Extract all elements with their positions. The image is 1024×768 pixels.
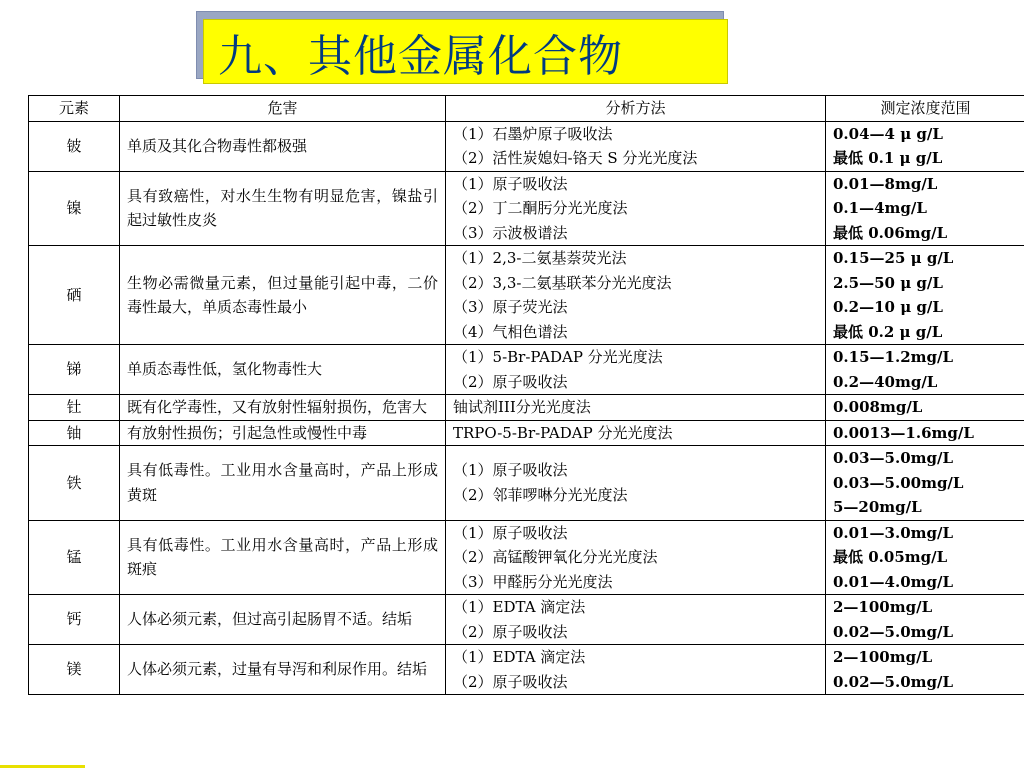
table-row xyxy=(29,121,1024,171)
header-hazard: 危害 xyxy=(120,96,446,122)
range-line: 0.01—4.0mg/L xyxy=(833,572,954,591)
range-cell xyxy=(826,345,1024,395)
method-line: （1）EDTA 滴定法 xyxy=(453,648,586,666)
hazard-cell: 既有化学毒性，又有放射性辐射损伤，危害大 xyxy=(120,395,446,421)
method-line: （2）活性炭媳妇-铬天 S 分光光度法 xyxy=(453,149,698,167)
table-row xyxy=(29,246,1024,345)
metal-compounds-table xyxy=(28,95,1024,695)
element-cell: 镍 xyxy=(29,171,120,246)
range-line: 5—20mg/L xyxy=(833,498,922,516)
method-line: （2）3,3-二氨基联苯分光光度法 xyxy=(453,273,672,292)
range-cell xyxy=(826,520,1024,595)
range-cell xyxy=(826,645,1024,695)
hazard-cell: 生物必需微量元素，但过量能引起中毒，二价毒性最大，单质态毒性最小 xyxy=(120,246,446,345)
header-element: 元素 xyxy=(29,96,120,122)
hazard-cell: 有放射性损伤；引起急性或慢性中毒 xyxy=(120,420,446,446)
range-line: 0.1—4mg/L xyxy=(833,199,927,217)
range-cell xyxy=(826,171,1024,246)
table-row xyxy=(29,345,1024,395)
method-line: （2）原子吸收法 xyxy=(453,372,568,391)
range-line: 0.01—3.0mg/L xyxy=(833,523,954,542)
table-row xyxy=(29,520,1024,595)
method-cell xyxy=(446,395,826,421)
element-cell: 锑 xyxy=(29,345,120,395)
table-body xyxy=(29,121,1024,695)
method-line: （3）原子荧光法 xyxy=(453,298,568,316)
method-cell xyxy=(446,520,826,595)
method-line: （4）气相色谱法 xyxy=(453,322,568,341)
method-line: 铀试剂III分光光度法 xyxy=(453,398,591,416)
table-row xyxy=(29,645,1024,695)
method-line: （1）2,3-二氨基萘荧光法 xyxy=(453,249,627,267)
range-cell xyxy=(826,446,1024,521)
method-line: （2）高锰酸钾氧化分光光度法 xyxy=(453,548,658,566)
hazard-cell: 具有致癌性，对水生生物有明显危害，镍盐引起过敏性皮炎 xyxy=(120,171,446,246)
element-cell: 铍 xyxy=(29,121,120,171)
table-row xyxy=(29,395,1024,421)
method-cell xyxy=(446,645,826,695)
slide-title: 九、其他金属化合物 xyxy=(218,30,623,82)
method-line: （2）原子吸收法 xyxy=(453,672,568,691)
range-cell xyxy=(826,395,1024,421)
method-line: （2）丁二酮肟分光光度法 xyxy=(453,199,628,217)
table-row xyxy=(29,595,1024,645)
method-line: （1）石墨炉原子吸收法 xyxy=(453,124,613,143)
element-cell: 硒 xyxy=(29,246,120,345)
method-cell xyxy=(446,171,826,246)
range-line: 0.04—4 μ g/L xyxy=(833,124,943,143)
range-line: 最低 0.05mg/L xyxy=(833,548,948,566)
element-cell: 铁 xyxy=(29,446,120,521)
method-cell xyxy=(446,446,826,521)
table-row xyxy=(29,171,1024,246)
method-cell xyxy=(446,246,826,345)
method-cell xyxy=(446,420,826,446)
method-line: （3）示波极谱法 xyxy=(453,223,568,242)
method-line: （1）原子吸收法 xyxy=(453,523,568,542)
table-row xyxy=(29,446,1024,521)
table-header-row xyxy=(29,96,1024,122)
method-cell xyxy=(446,345,826,395)
range-line: 0.0013—1.6mg/L xyxy=(833,423,974,442)
range-line: 2—100mg/L xyxy=(833,648,933,666)
method-line: （3）甲醛肟分光光度法 xyxy=(453,572,613,591)
range-line: 2.5—50 μ g/L xyxy=(833,273,943,292)
element-cell: 铀 xyxy=(29,420,120,446)
method-line: TRPO-5-Br-PADAP 分光光度法 xyxy=(453,423,673,442)
range-line: 最低 0.06mg/L xyxy=(833,223,948,242)
element-cell: 锰 xyxy=(29,520,120,595)
hazard-cell: 具有低毒性。工业用水含量高时，产品上形成斑痕 xyxy=(120,520,446,595)
hazard-cell: 人体必须元素，但过高引起肠胃不适。结垢 xyxy=(120,595,446,645)
range-line: 0.02—5.0mg/L xyxy=(833,672,954,691)
method-line: （1）5-Br-PADAP 分光光度法 xyxy=(453,348,663,366)
range-line: 最低 0.1 μ g/L xyxy=(833,149,943,167)
element-cell: 镁 xyxy=(29,645,120,695)
method-line: （1）EDTA 滴定法 xyxy=(453,598,586,616)
element-cell: 钍 xyxy=(29,395,120,421)
element-cell: 钙 xyxy=(29,595,120,645)
range-cell xyxy=(826,121,1024,171)
range-line: 2—100mg/L xyxy=(833,598,933,616)
range-cell xyxy=(826,595,1024,645)
hazard-cell: 单质态毒性低，氢化物毒性大 xyxy=(120,345,446,395)
range-line: 0.2—10 μ g/L xyxy=(833,298,943,316)
hazard-cell: 具有低毒性。工业用水含量高时，产品上形成黄斑 xyxy=(120,446,446,521)
method-cell xyxy=(446,595,826,645)
method-cell xyxy=(446,121,826,171)
range-line: 0.008mg/L xyxy=(833,398,923,416)
range-line: 0.15—1.2mg/L xyxy=(833,348,954,366)
range-line: 0.15—25 μ g/L xyxy=(833,249,954,267)
range-line: 0.01—8mg/L xyxy=(833,174,938,193)
range-line: 最低 0.2 μ g/L xyxy=(833,322,943,341)
header-range: 测定浓度范围 xyxy=(826,96,1024,122)
method-line: （2）原子吸收法 xyxy=(453,622,568,641)
hazard-cell: 人体必须元素，过量有导泻和利尿作用。结垢 xyxy=(120,645,446,695)
range-line: 0.03—5.00mg/L xyxy=(833,473,964,492)
title-banner xyxy=(203,19,728,84)
method-line: （1）原子吸收法 xyxy=(453,461,568,480)
range-cell xyxy=(826,420,1024,446)
range-line: 0.2—40mg/L xyxy=(833,372,938,391)
method-line: （1）原子吸收法 xyxy=(453,174,568,193)
table-row xyxy=(29,420,1024,446)
range-line: 0.03—5.0mg/L xyxy=(833,449,954,467)
range-cell xyxy=(826,246,1024,345)
header-method: 分析方法 xyxy=(446,96,826,122)
method-line: （2）邻菲啰啉分光光度法 xyxy=(453,485,628,504)
hazard-cell: 单质及其化合物毒性都极强 xyxy=(120,121,446,171)
range-line: 0.02—5.0mg/L xyxy=(833,622,954,641)
